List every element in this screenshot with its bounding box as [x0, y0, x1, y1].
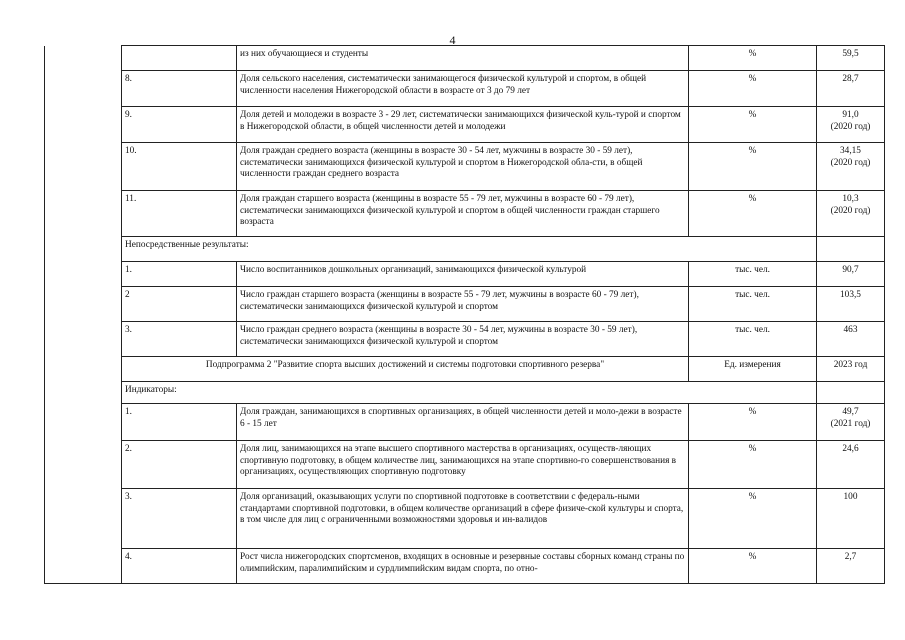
blank-cell — [45, 262, 122, 287]
row-number: 3. — [122, 322, 237, 357]
subprogram-title: Подпрограмма 2 "Развитие спорта высших достижений и системы подготовки спортивного резерва" — [122, 357, 689, 382]
blank-cell — [45, 143, 122, 191]
row-number: 9. — [122, 107, 237, 143]
row-unit: % — [689, 107, 817, 143]
row-description: Доля граждан старшего возраста (женщины в возрасте 55 - 79 лет, мужчины в возрасте 60 - 79 лет), систематически занимающихся физической культурой и спортом в общей численности граждан старшего возраста — [237, 191, 689, 237]
row-value: 10,3 (2020 год) — [817, 191, 885, 237]
row-unit: тыс. чел. — [689, 262, 817, 287]
table-row — [45, 287, 885, 322]
row-number: 2 — [122, 287, 237, 322]
blank-cell — [45, 237, 122, 262]
row-number: 10. — [122, 143, 237, 191]
row-value: 463 — [817, 322, 885, 357]
row-description: Рост числа нижегородских спортсменов, входящих в основные и резервные составы сборных команд страны по олимпийским, паралимпийским и сурдлимпийским видам спорта, по отно- — [237, 549, 689, 584]
year-header: 2023 год — [817, 357, 885, 382]
row-unit: % — [689, 71, 817, 107]
unit-header: Ед. измерения — [689, 357, 817, 382]
row-number: 3. — [122, 489, 237, 549]
row-description: Доля граждан, занимающихся в спортивных организациях, в общей численности детей и моло-дежи в возрасте 6 - 15 лет — [237, 404, 689, 441]
row-description: Доля детей и молодежи в возрасте 3 - 29 лет, систематически занимающихся физической куль-туpой и спортом в Нижегородской области, в общей численности детей и молодежи — [237, 107, 689, 143]
blank-cell — [45, 71, 122, 107]
row-unit: % — [689, 404, 817, 441]
row-description: из них обучающиеся и студенты — [237, 46, 689, 71]
row-description: Доля граждан среднего возраста (женщины в возрасте 30 - 54 лет, мужчины в возрасте 30 - 59 лет), систематически занимающихся физической культурой и спортом в Нижегородской обла-сти, в общей численности граждан среднего возраста — [237, 143, 689, 191]
row-description: Доля лиц, занимающихся на этапе высшего спортивного мастерства в организациях, осуществ-ляющих спортивную подготовку, в общем количестве лиц, занимающихся на этапе спортивно-го совершенствования в организациях, осуществляющих спортивную подготовку — [237, 441, 689, 489]
row-description: Число граждан старшего возраста (женщины в возрасте 55 - 79 лет, мужчины в возрасте 60 - 79 лет), систематически занимающихся физической культурой и спортом — [237, 287, 689, 322]
blank-cell — [45, 191, 122, 237]
row-number: 8. — [122, 71, 237, 107]
table-row — [45, 71, 885, 107]
row-number: 11. — [122, 191, 237, 237]
table-row — [45, 382, 885, 404]
table-row — [45, 143, 885, 191]
table-row — [45, 237, 885, 262]
indicators-table — [44, 45, 885, 584]
row-value: 103,5 — [817, 287, 885, 322]
row-value: 28,7 — [817, 71, 885, 107]
blank-cell — [45, 489, 122, 549]
page-number: 4 — [449, 33, 456, 47]
table-row — [45, 322, 885, 357]
table-row — [45, 46, 885, 71]
row-description: Число граждан среднего возраста (женщины в возрасте 30 - 54 лет, мужчины в возрасте 30 - 59 лет), систематически занимающихся физической культурой и спортом — [237, 322, 689, 357]
row-number — [122, 46, 237, 71]
row-unit: % — [689, 46, 817, 71]
row-unit: % — [689, 191, 817, 237]
table-row — [45, 489, 885, 549]
section-heading: Непосредственные результаты: — [122, 237, 817, 262]
row-description: Доля сельского населения, систематически занимающегося физической культурой и спортом, в общей численности населения Нижегородской области в возрасте от 3 до 79 лет — [237, 71, 689, 107]
row-value: 34,15 (2020 год) — [817, 143, 885, 191]
row-value: 2,7 — [817, 549, 885, 584]
table-row — [45, 262, 885, 287]
table-row — [45, 357, 885, 382]
row-value: 24,6 — [817, 441, 885, 489]
blank-cell — [45, 549, 122, 584]
row-unit: % — [689, 549, 817, 584]
row-value: 59,5 — [817, 46, 885, 71]
row-unit: % — [689, 441, 817, 489]
row-value: 100 — [817, 489, 885, 549]
blank-cell — [45, 287, 122, 322]
row-number: 2. — [122, 441, 237, 489]
row-description: Число воспитанников дошкольных организаций, занимающихся физической культурой — [237, 262, 689, 287]
blank-cell — [45, 107, 122, 143]
blank-cell — [45, 357, 122, 382]
blank-cell — [817, 382, 885, 404]
row-unit: % — [689, 143, 817, 191]
blank-cell — [45, 46, 122, 71]
row-number: 4. — [122, 549, 237, 584]
table-row — [45, 441, 885, 489]
row-unit: тыс. чел. — [689, 322, 817, 357]
blank-cell — [45, 382, 122, 404]
table-row — [45, 404, 885, 441]
blank-cell — [45, 322, 122, 357]
row-description: Доля организаций, оказывающих услуги по спортивной подготовке в соответствии с федераль-ными стандартами спортивной подготовки, в общем количестве организаций в сфере физиче-ской культуры и спорта, в том числе для лиц с ограниченными возможностями здоровья и ин-валидов — [237, 489, 689, 549]
row-number: 1. — [122, 404, 237, 441]
blank-cell — [45, 404, 122, 441]
row-value: 91,0 (2020 год) — [817, 107, 885, 143]
row-number: 1. — [122, 262, 237, 287]
row-value: 49,7 (2021 год) — [817, 404, 885, 441]
row-unit: % — [689, 489, 817, 549]
table-body — [45, 46, 885, 584]
table-row — [45, 107, 885, 143]
row-value: 90,7 — [817, 262, 885, 287]
section-heading: Индикаторы: — [122, 382, 817, 404]
row-unit: тыс. чел. — [689, 287, 817, 322]
blank-cell — [45, 441, 122, 489]
blank-cell — [817, 237, 885, 262]
table-row — [45, 549, 885, 584]
table-row — [45, 191, 885, 237]
